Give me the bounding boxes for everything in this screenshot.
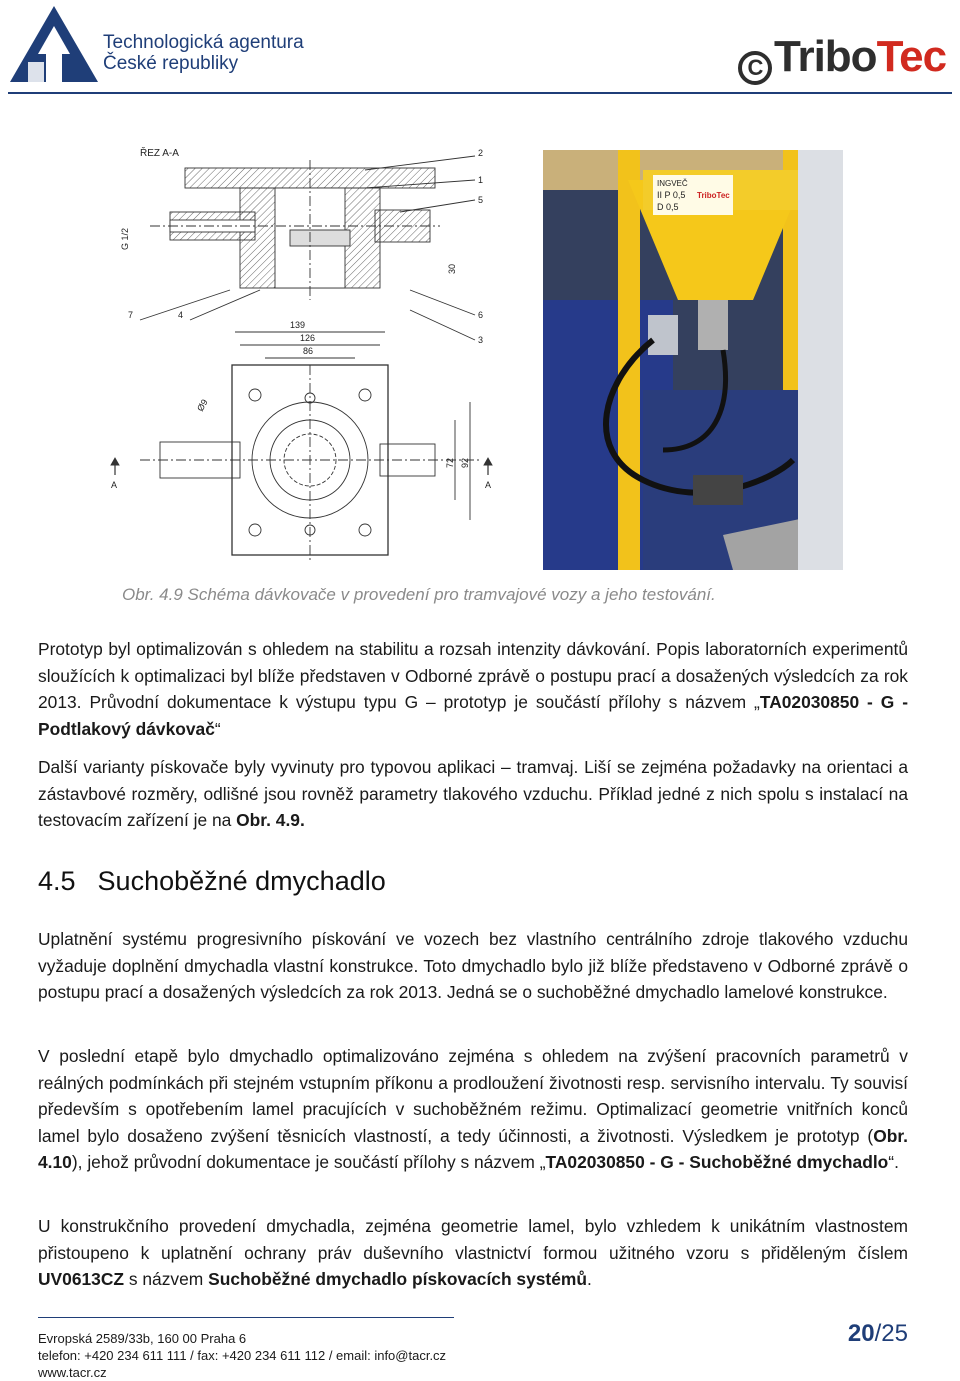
p1-text: Prototyp byl optimalizován s ohledem na stabilitu a rozsah intenzity dávkování. Popis laboratorních experimentů sloužících k optimalizaci byl blíže představen v Odborné zprávě o postupu prací a dosažených výsledcích za rok 2013. Průvodní dokumentace k výstupu typu G – prototyp je součástí přílohy s názvem „ <box>38 639 908 712</box>
figure-caption: Obr. 4.9 Schéma dávkovače v provedení pro tramvajové vozy a jeho testování. <box>122 585 716 604</box>
page-total: /25 <box>874 1320 908 1347</box>
section-heading <box>38 866 386 897</box>
section-label: ŘEZ A-A <box>140 148 179 159</box>
section-mark-right: A <box>485 480 492 490</box>
photo-tag-line1: INGVEČ <box>657 179 688 188</box>
thread-label: G 1/2 <box>120 227 130 250</box>
tacr-logo-icon <box>8 4 100 88</box>
p4-bold1: Obr. 4.10 <box>38 1125 908 1172</box>
page-footer <box>38 1330 446 1381</box>
header-rule <box>8 92 952 94</box>
page-current: 20 <box>847 1320 875 1347</box>
page-number <box>848 1320 908 1348</box>
dim-30: 30 <box>447 263 457 274</box>
dim-92: 92 <box>460 457 470 468</box>
callout-5: 5 <box>478 195 484 205</box>
copyright-c-icon: C <box>738 51 772 85</box>
technical-drawing <box>110 140 505 580</box>
footer-rule <box>38 1317 454 1318</box>
page-header <box>0 0 960 95</box>
paragraph-variants <box>38 754 908 834</box>
footer-contacts: telefon: +420 234 611 111 / fax: +420 234 611 112 / email: info@tacr.cz <box>38 1348 447 1363</box>
section-title: Suchoběžné dmychadlo <box>97 866 386 896</box>
dim-139: 139 <box>290 320 306 330</box>
p4-bold2: TA02030850 - G - Suchoběžné dmychadlo <box>545 1152 889 1172</box>
tribotec-logo <box>738 32 946 82</box>
callout-2: 2 <box>478 148 484 158</box>
agency-name-line1: Technologická agentura <box>103 32 304 53</box>
section-number: 4.5 <box>38 866 76 896</box>
callout-6: 6 <box>478 310 484 320</box>
dim-126: 126 <box>300 333 316 343</box>
p5-bold1: UV0613CZ <box>38 1269 125 1289</box>
p4-text3: “. <box>888 1152 899 1172</box>
photo-tag-brand: TriboTec <box>697 191 730 200</box>
hole-diameter: Ø9 <box>195 397 210 413</box>
p5-text2: s názvem <box>124 1269 209 1289</box>
footer-address: Evropská 2589/33b, 160 00 Praha 6 <box>38 1331 247 1346</box>
paragraph-utility-model <box>38 1213 908 1293</box>
p5-bold2: Suchoběžné dmychadlo pískovacích systémů <box>208 1269 587 1289</box>
photo-tag-line3: D 0,5 <box>657 202 679 212</box>
p4-text1: V poslední etapě bylo dmychadlo optimalizováno zejména s ohledem na zvýšení pracovních parametrů v reálných podmínkách při stejném vstupním příkonu a prodloužení životnosti resp. servisního intervalu. Ty souvisí především s opotřebením lamel pracujících v suchoběžném režimu. Optimalizací geometrie vnitřních konců lamel bylo dosaženo zvýšení těsnicích vlastností, a tedy účinnosti, a životnosti. Výsledkem je prototyp ( <box>38 1046 908 1146</box>
p2-text: Další varianty pískovače byly vyvinuty pro typovou aplikaci – tramvaj. Liší se zejména požadavky na orientaci a zástavbové rozměry, odlišné jsou rovněž parametry tlakového vzduchu. Příklad jedné z nich spolu s instalací na testovacím zařízení je na <box>38 757 908 830</box>
p3-text: Uplatnění systému progresivního pískování ve vozech bez vlastního centrálního zdroje tlakového vzduchu vyžaduje doplnění dmychadla vlastní konstrukce. Toto dmychadlo bylo již blíže představeno v Odborné zprávě o postupu prací a dosažených výsledcích za rok 2013. Jedná se o suchoběžné dmychadlo lamelové konstrukce. <box>38 929 908 1002</box>
dim-86: 86 <box>303 346 314 356</box>
agency-name <box>103 32 304 74</box>
p2-bold: Obr. 4.9. <box>236 810 305 830</box>
paragraph-prototype <box>38 636 908 742</box>
p1-end: “ <box>214 718 221 739</box>
dim-72: 72 <box>445 457 455 468</box>
p5-text3: . <box>586 1269 592 1289</box>
callout-3: 3 <box>478 335 484 345</box>
brand-prefix: Tribo <box>774 32 877 81</box>
callout-7: 7 <box>128 310 134 320</box>
paragraph-optimization <box>38 1043 908 1176</box>
section-mark-left: A <box>111 480 118 490</box>
callout-4: 4 <box>178 310 184 320</box>
photo-tag-line2: II P 0,5 <box>657 190 686 200</box>
brand-suffix: Tec <box>876 32 947 81</box>
footer-website: www.tacr.cz <box>38 1365 107 1380</box>
agency-name-line2: České republiky <box>103 53 239 74</box>
p5-text1: U konstrukčního provedení dmychadla, zejména geometrie lamel, bylo vzhledem k unikátním vlastnostem přistoupeno k uplatnění ochrany práv duševního vlastnictví formou užitného vzoru s přiděleným číslem <box>38 1216 908 1263</box>
paragraph-blower-intro <box>38 926 908 1006</box>
test-rig-photo <box>543 150 843 570</box>
callout-1: 1 <box>478 175 484 185</box>
p1-bold: TA02030850 - G - Podtlakový dávkovač <box>38 692 908 739</box>
p4-text2: ), jehož průvodní dokumentace je součástí přílohy s názvem „ <box>71 1152 546 1172</box>
